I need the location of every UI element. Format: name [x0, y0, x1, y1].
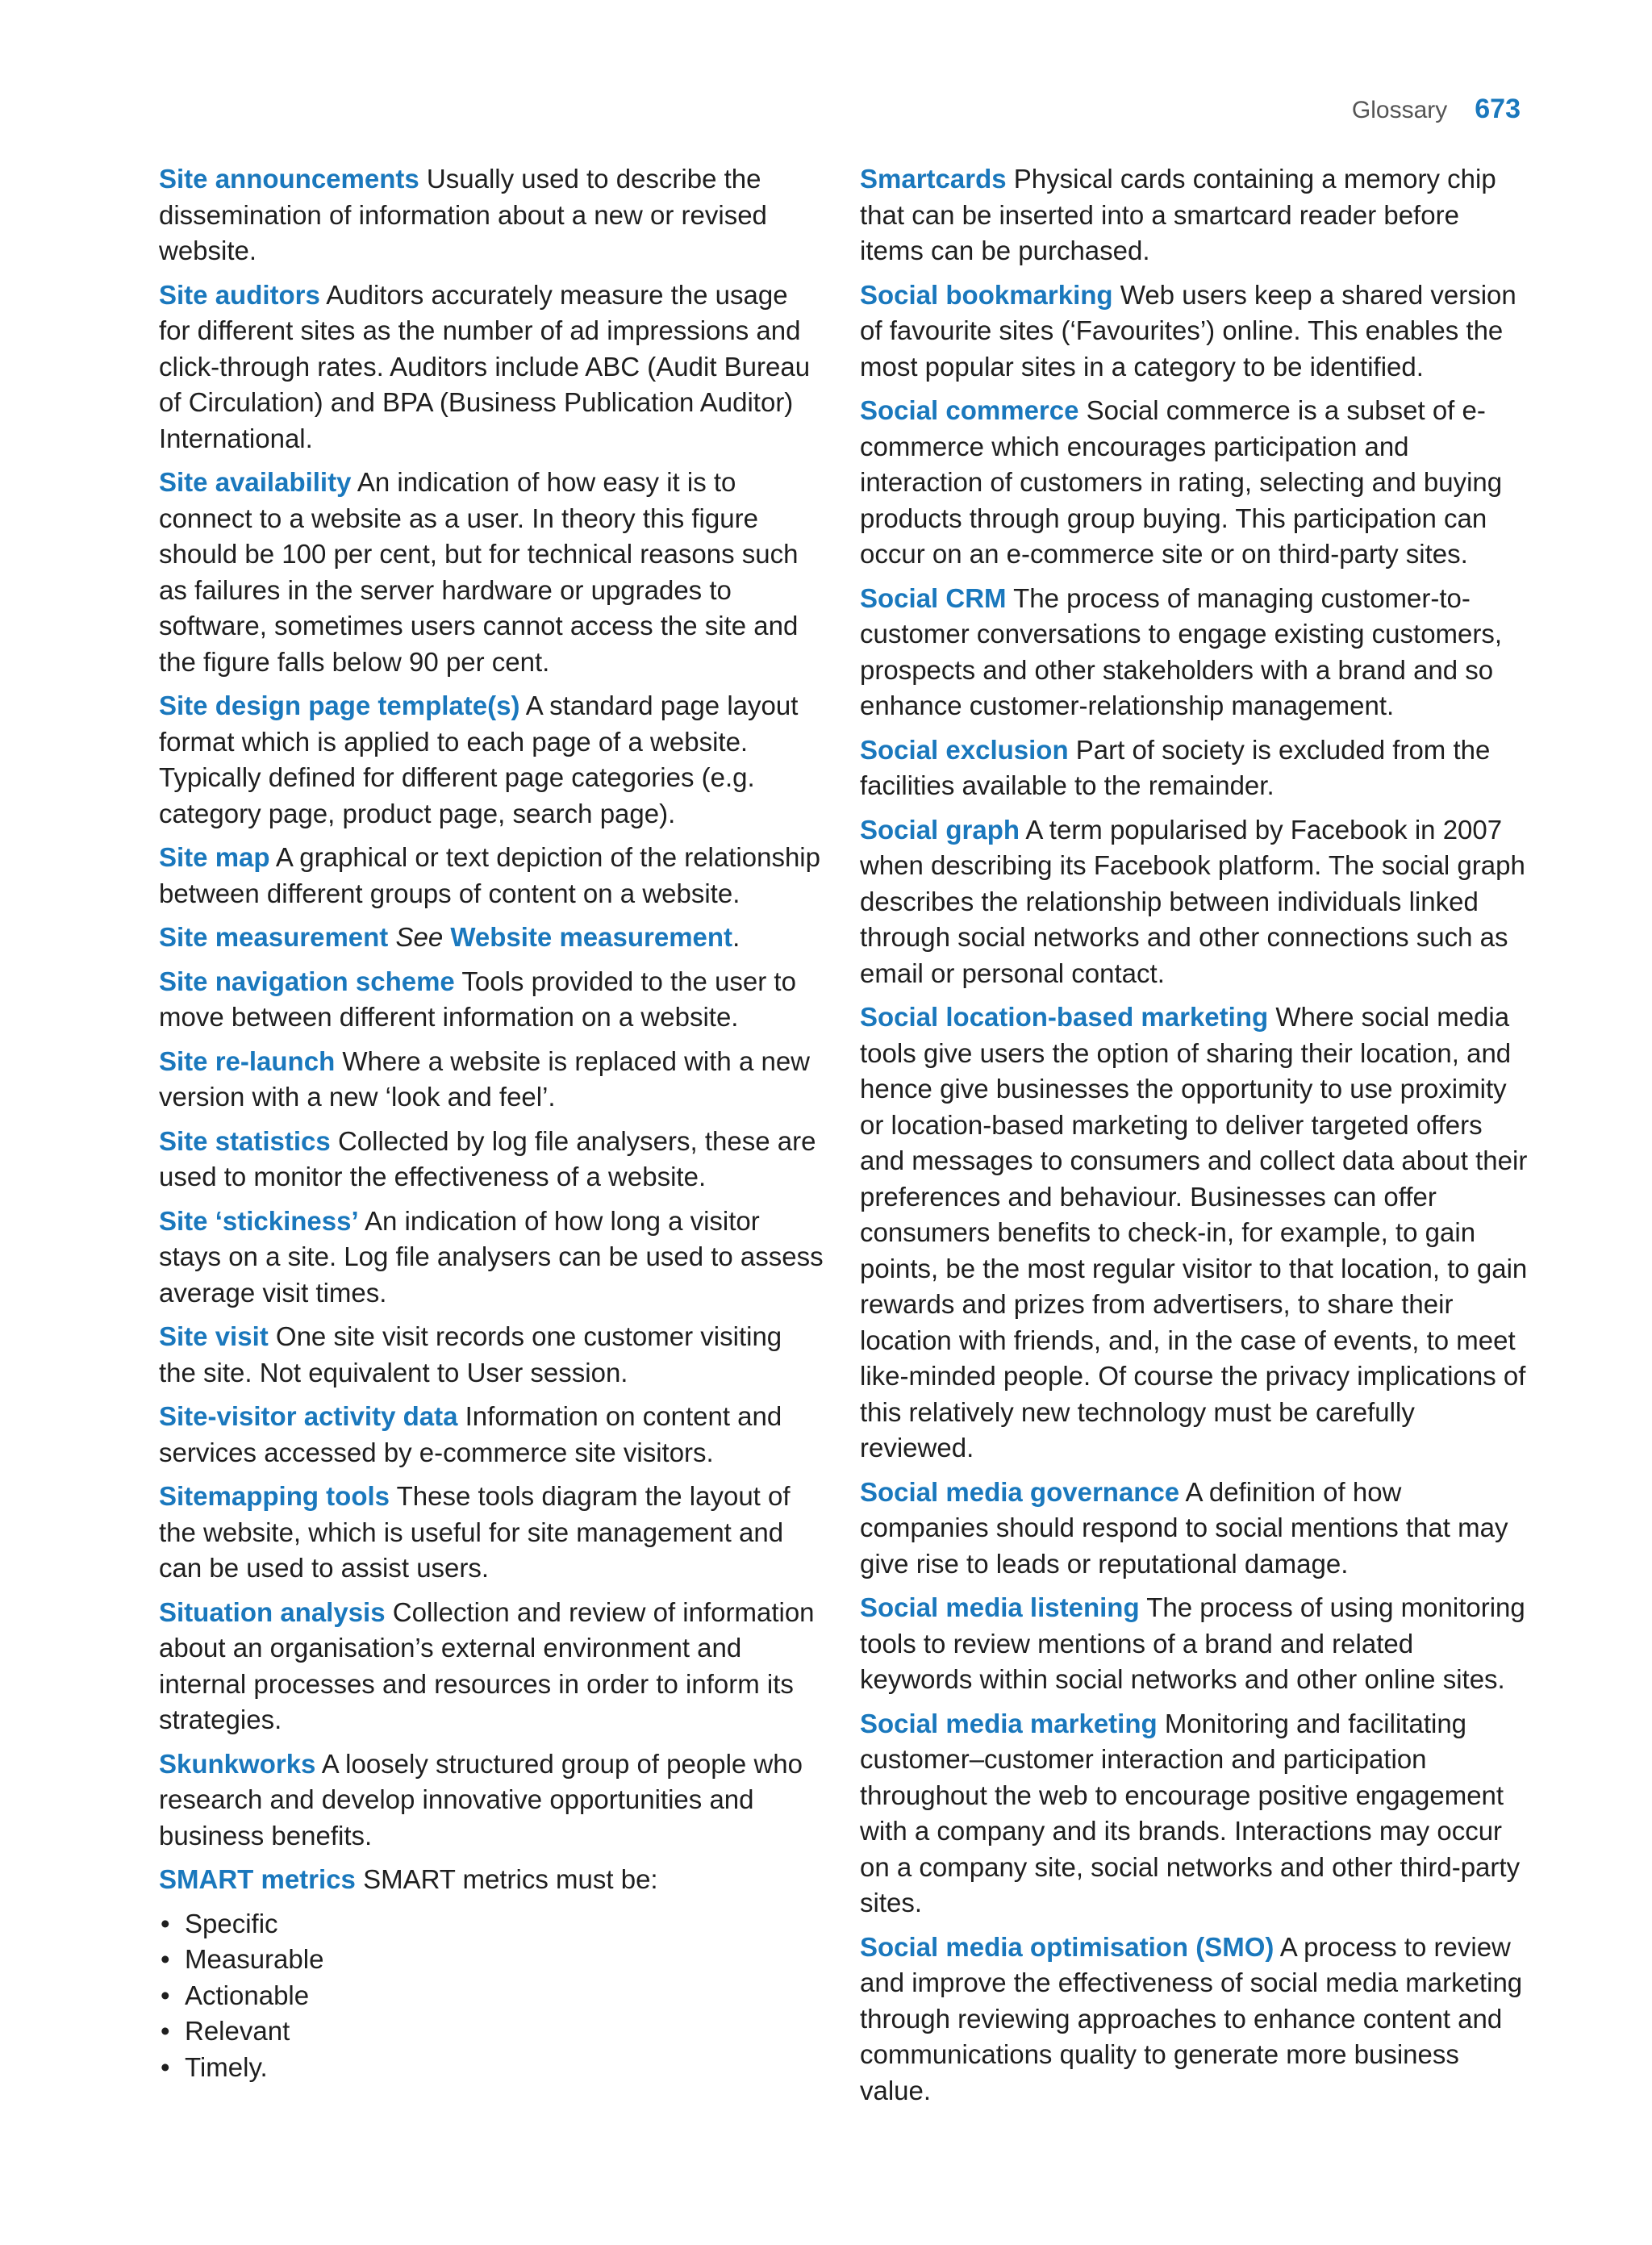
- glossary-entry: [159, 465, 824, 680]
- list-item: • Actionable: [159, 1978, 824, 2014]
- glossary-entry: [159, 1595, 824, 1738]
- glossary-definition: Web users keep a shared version of favourite sites (‘Favourites’) online. This enables the most popular sites in a category to be identified.: [860, 279, 1516, 382]
- glossary-definition: A process to review and improve the effectiveness of social media marketing through reviewing approaches to enhance content and communications quality to generate more business value.: [860, 1931, 1523, 2105]
- glossary-entry: [860, 812, 1529, 992]
- glossary-entry: [159, 688, 824, 832]
- glossary-definition: Collection and review of information about an organisation’s external environment and internal processes and resources in order to inform its strategies.: [159, 1596, 815, 1734]
- see-reference-link[interactable]: Website measurement: [450, 922, 733, 952]
- glossary-term: Social CRM: [860, 582, 1007, 613]
- glossary-entry: [860, 1590, 1529, 1698]
- glossary-definition: Monitoring and facilitating customer–customer interaction and participation throughout the web to encourage positive engagement with a company and its brands. Interactions may occur on a company site, social networks and other third-party sites.: [860, 1708, 1521, 1917]
- glossary-definition: One site visit records one customer visiting the site. Not equivalent to User session.: [159, 1321, 782, 1387]
- glossary-term: Site map: [159, 842, 270, 872]
- glossary-term: Site design page template(s): [159, 691, 520, 720]
- glossary-term: Site auditors: [159, 279, 320, 310]
- glossary-entry: [860, 1930, 1529, 2109]
- glossary-term: Site navigation scheme: [159, 966, 455, 996]
- list-item: • Measurable: [159, 1942, 824, 1978]
- glossary-entry: [159, 920, 824, 956]
- glossary-term: Site statistics: [159, 1125, 331, 1156]
- glossary-entry: [159, 1479, 824, 1587]
- glossary-term: SMART metrics: [159, 1864, 356, 1894]
- glossary-entry: [159, 1399, 824, 1471]
- section-title: Glossary: [1351, 97, 1448, 123]
- glossary-term: Site availability: [159, 467, 352, 497]
- see-label: See: [395, 922, 444, 952]
- glossary-term: Site announcements: [159, 164, 419, 194]
- glossary-definition: Where a website is replaced with a new version with a new ‘look and feel’.: [159, 1045, 811, 1112]
- glossary-term: Social location-based marketing: [860, 1002, 1269, 1032]
- glossary-term: Social media listening: [860, 1592, 1140, 1622]
- glossary-term: Smartcards: [860, 164, 1007, 194]
- glossary-entry: [159, 964, 824, 1036]
- glossary-definition: An indication of how easy it is to connect to a website as a user. In theory this figure should be 100 per cent, but for technical reasons such as failures in the server hardware or upgrades to software, sometimes users cannot access the site and the figure falls below 90 per cent.: [159, 467, 799, 677]
- glossary-definition: Usually used to describe the dissemination of information about a new or revised website.: [159, 164, 767, 265]
- glossary-definition: Information on content and services accessed by e-commerce site visitors.: [159, 1401, 782, 1467]
- glossary-entry: [860, 393, 1529, 573]
- glossary-entry: [860, 1475, 1529, 1583]
- glossary-term: Site-visitor activity data: [159, 1401, 458, 1431]
- glossary-definition: Physical cards containing a memory chip that can be inserted into a smartcard reader before items can be purchased.: [860, 164, 1496, 265]
- glossary-entry: [159, 1044, 824, 1116]
- glossary-term: Social media governance: [860, 1476, 1180, 1507]
- glossary-term: Social exclusion: [860, 734, 1069, 765]
- glossary-term: Site measurement: [159, 922, 389, 952]
- glossary-term: Site re-launch: [159, 1045, 336, 1076]
- glossary-definition: A graphical or text depiction of the relationship between different groups of content on a website.: [159, 842, 820, 908]
- list-item: • Specific: [159, 1906, 824, 1942]
- glossary-entry: [860, 581, 1529, 724]
- glossary-definition: A standard page layout format which is applied to each page of a website. Typically defined for different page categories (e.g. category page, product page, search page).: [159, 691, 799, 828]
- glossary-entry: [159, 1124, 824, 1196]
- glossary-term: Social commerce: [860, 395, 1079, 425]
- right-column: [860, 161, 1529, 2117]
- glossary-term: Situation analysis: [159, 1596, 386, 1627]
- list-item: • Timely.: [159, 2050, 824, 2086]
- glossary-term: Site ‘stickiness’: [159, 1205, 359, 1236]
- glossary-entry: [159, 1204, 824, 1312]
- glossary-entry: [860, 277, 1529, 386]
- glossary-term: Social bookmarking: [860, 279, 1113, 310]
- glossary-term: Sitemapping tools: [159, 1481, 390, 1511]
- left-column: [159, 161, 824, 2085]
- glossary-definition: The process of managing customer-to-customer conversations to engage existing customers, prospects and other stakeholders with a brand and so enhance customer-relationship management.: [860, 582, 1503, 720]
- glossary-entry: [860, 999, 1529, 1467]
- glossary-definition: Part of society is excluded from the facilities available to the remainder.: [860, 734, 1491, 800]
- glossary-definition: The process of using monitoring tools to review mentions of a brand and related keywords within social networks and other online sites.: [860, 1592, 1525, 1694]
- glossary-entry: [860, 732, 1529, 804]
- glossary-entry: [860, 161, 1529, 269]
- glossary-definition: Auditors accurately measure the usage for different sites as the number of ad impressions and click-through rates. Auditors include ABC (Audit Bureau of Circulation) and BPA (Business Publication Auditor) International.: [159, 279, 811, 453]
- glossary-term: Social graph: [860, 814, 1020, 845]
- glossary-entry: [159, 1862, 824, 1898]
- glossary-definition: A term popularised by Facebook in 2007 when describing its Facebook platform. The social graph describes the relationship between individuals linked through social networks and other connections such as email or personal contact.: [860, 814, 1525, 988]
- glossary-definition: Tools provided to the user to move between different information on a website.: [159, 966, 796, 1032]
- glossary-term: Skunkworks: [159, 1748, 316, 1779]
- glossary-entry: [159, 161, 824, 269]
- glossary-definition: A loosely structured group of people who research and develop innovative opportunities and business benefits.: [159, 1748, 803, 1851]
- glossary-term: Social media marketing: [860, 1708, 1158, 1738]
- glossary-entry: [159, 1319, 824, 1391]
- glossary-definition: Social commerce is a subset of e-commerce which encourages participation and interaction of customers in rating, selecting and buying products through group buying. This participation can occur on an e-commerce site or on third-party sites.: [860, 395, 1503, 569]
- glossary-definition: An indication of how long a visitor stays on a site. Log file analysers can be used to assess average visit times.: [159, 1205, 824, 1308]
- smart-metrics-list: [159, 1906, 824, 2086]
- glossary-definition: Where social media tools give users the option of sharing their location, and hence give businesses the opportunity to use proximity or location-based marketing to deliver targeted offers and messages to consumers and collect data about their preferences and behaviour. Businesses can offer consumers benefits to check-in, for example, to gain points, be the most regular visitor to that location, to gain rewards and prizes from advertisers, to share their location with friends, and, in the case of events, to meet like-minded people. Of course the privacy implications of this relatively new technology must be carefully reviewed.: [860, 1002, 1528, 1463]
- glossary-definition: A definition of how companies should respond to social mentions that may give rise to leads or reputational damage.: [860, 1476, 1508, 1579]
- running-header: [1352, 94, 1521, 125]
- glossary-entry: [159, 277, 824, 457]
- glossary-entry: [860, 1706, 1529, 1922]
- list-item: • Relevant: [159, 2013, 824, 2050]
- page-number: 673: [1475, 94, 1521, 124]
- glossary-definition: These tools diagram the layout of the website, which is useful for site management and can be used to assist users.: [159, 1481, 791, 1583]
- glossary-term: Social media optimisation (SMO): [860, 1931, 1274, 1962]
- glossary-definition: Collected by log file analysers, these are used to monitor the effectiveness of a website.: [159, 1125, 816, 1191]
- glossary-entry: [159, 840, 824, 912]
- see-end: .: [732, 922, 740, 952]
- glossary-definition: SMART metrics must be:: [363, 1864, 658, 1894]
- glossary-term: Site visit: [159, 1321, 269, 1351]
- glossary-entry: [159, 1746, 824, 1855]
